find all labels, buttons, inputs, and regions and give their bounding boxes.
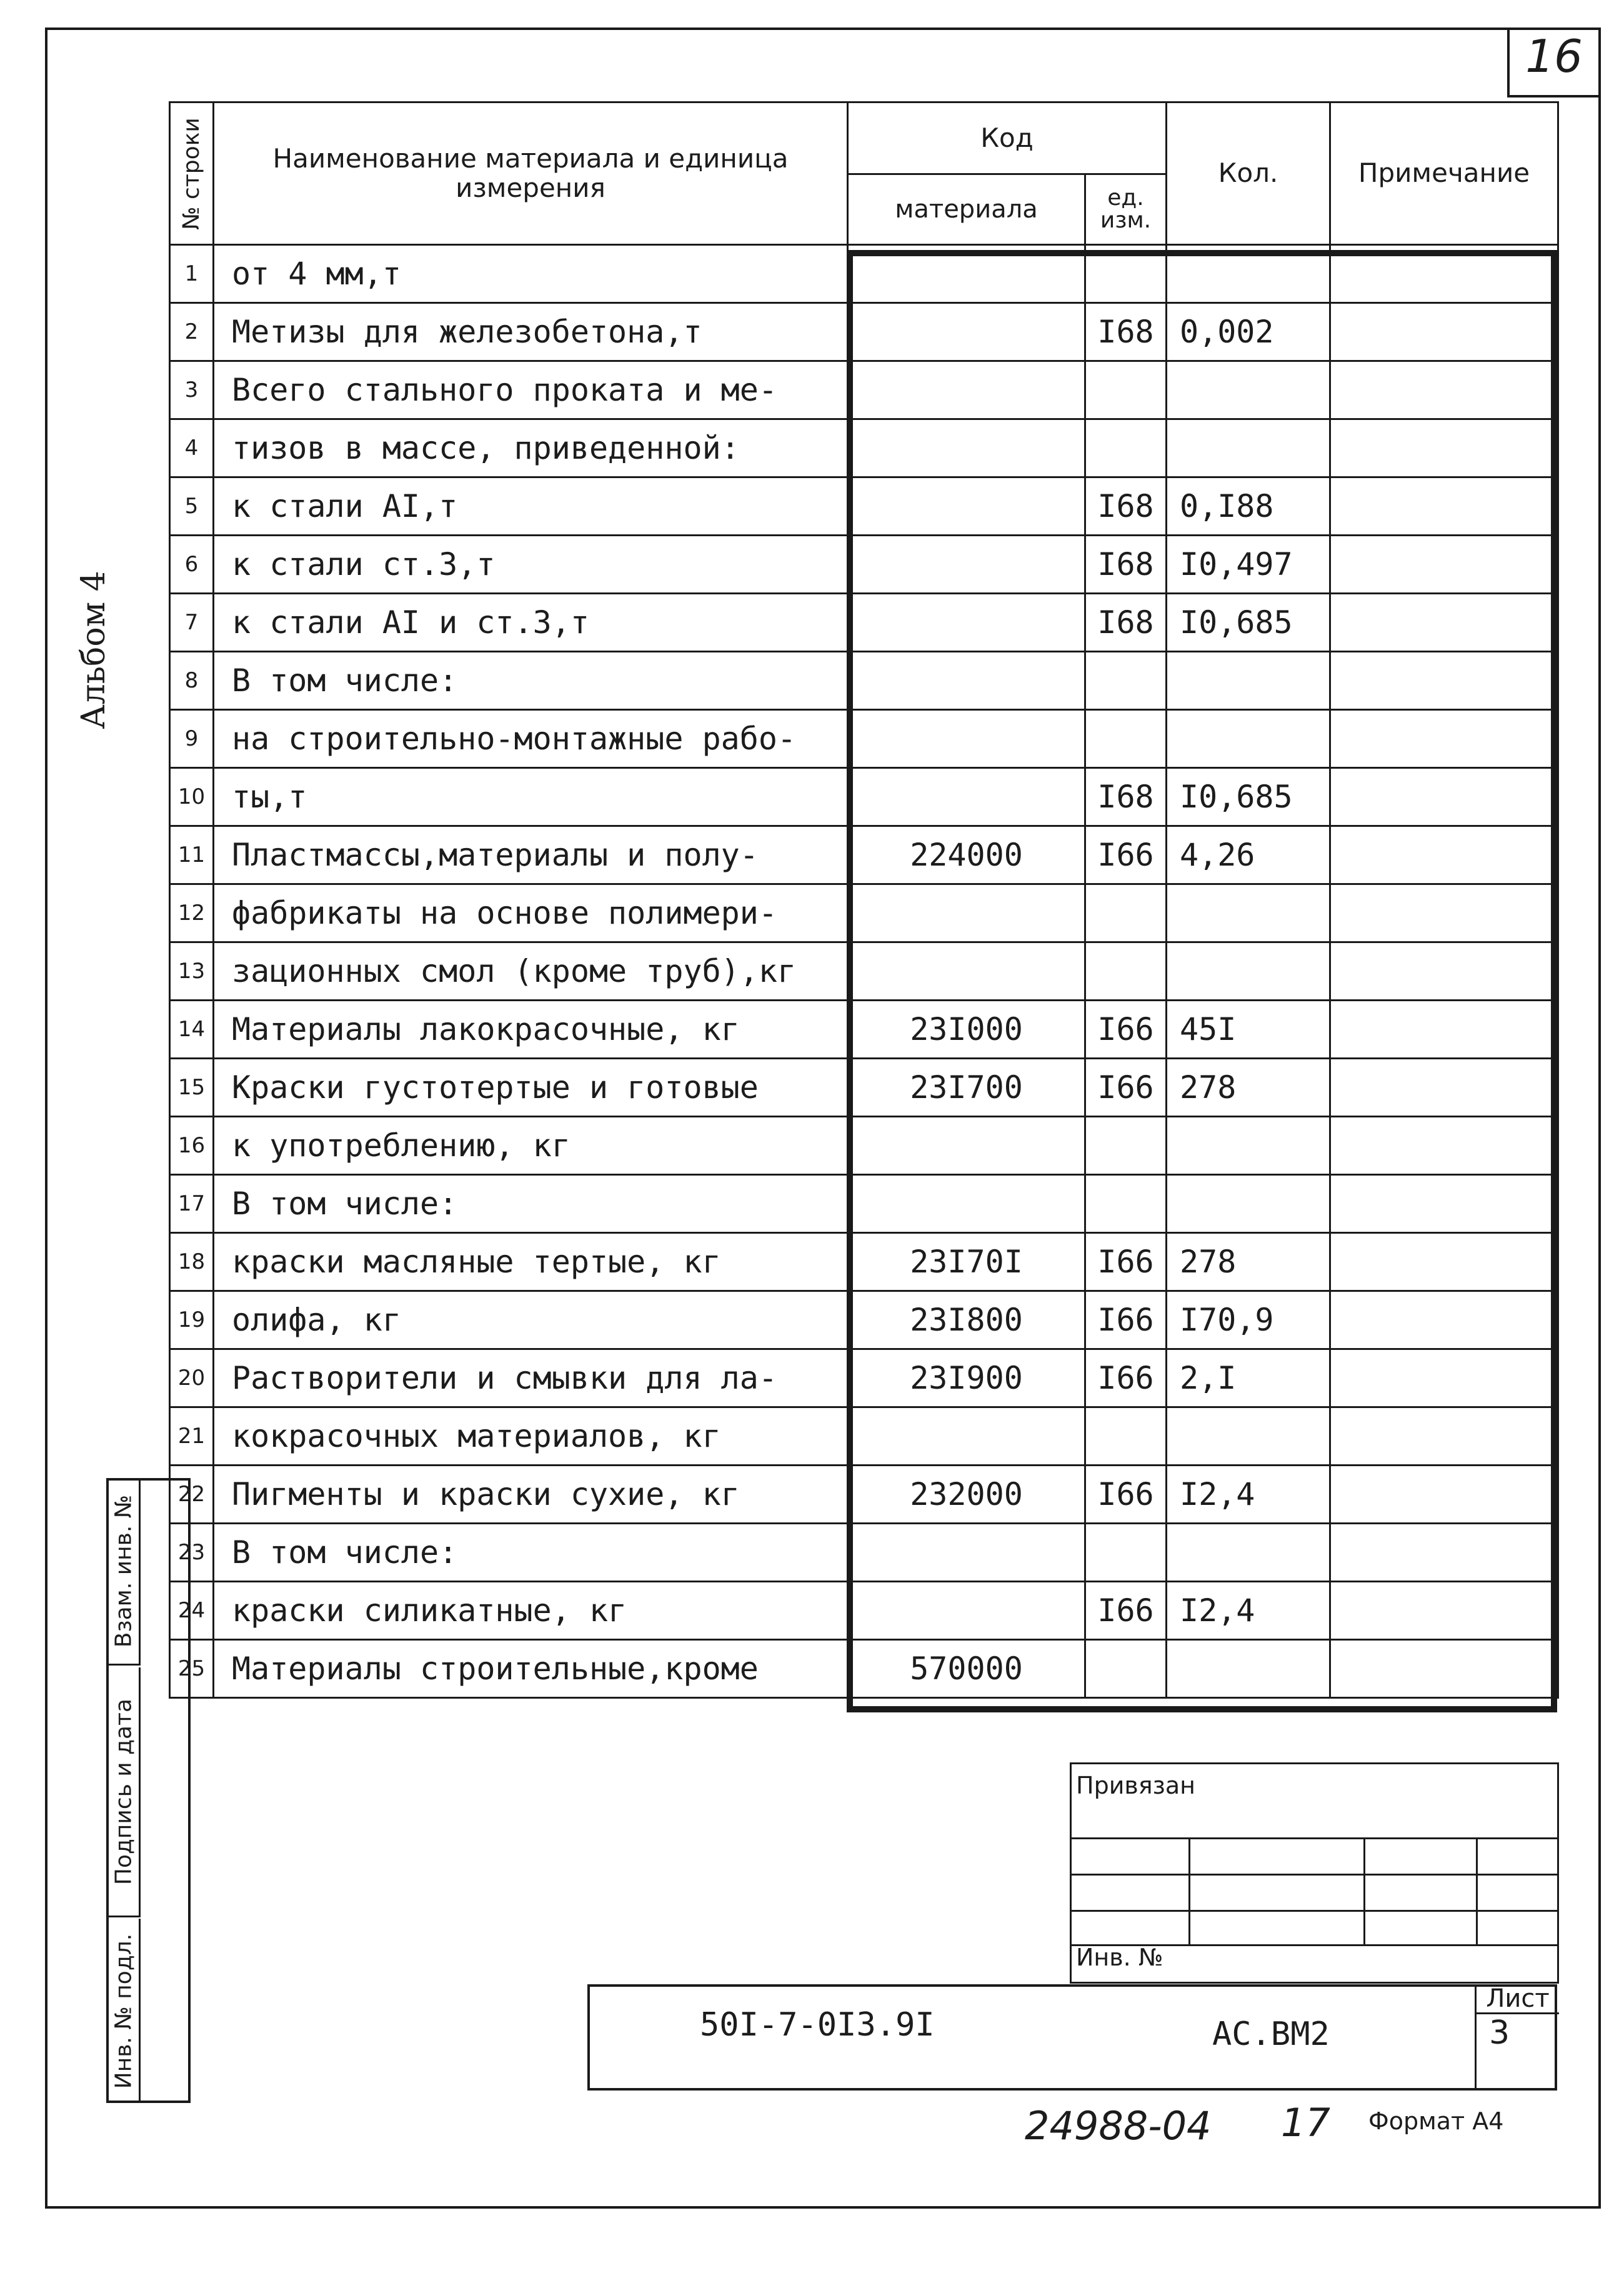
- material-code: 224000: [848, 826, 1085, 884]
- quantity: 45I: [1167, 1001, 1330, 1059]
- material-code: [848, 710, 1085, 768]
- quantity: I0,685: [1167, 768, 1330, 826]
- header-code-unit: ед. изм.: [1085, 174, 1167, 245]
- note: [1330, 419, 1558, 477]
- row-number: 1: [170, 245, 214, 303]
- quantity: [1167, 652, 1330, 710]
- row-number: 8: [170, 652, 214, 710]
- table-row: [170, 1640, 1558, 1698]
- note: [1330, 942, 1558, 1001]
- designation: 50I-7-0I3.9I: [700, 2006, 935, 2044]
- unit-code: [1085, 942, 1167, 1001]
- row-number: 5: [170, 477, 214, 536]
- material-name: к стали AI,т: [214, 477, 848, 536]
- note: [1330, 536, 1558, 594]
- note: [1330, 1291, 1558, 1349]
- side-stamp-vzam-label: Взам. инв. №: [111, 1494, 137, 1647]
- note: [1330, 710, 1558, 768]
- table-row: [170, 1582, 1558, 1640]
- note: [1330, 1059, 1558, 1117]
- format-label: Формат А4: [1368, 2107, 1504, 2135]
- material-name: фабрикаты на основе полимери-: [214, 884, 848, 942]
- unit-code: I66: [1085, 1466, 1167, 1524]
- material-name: к употреблению, кг: [214, 1117, 848, 1175]
- material-code: 570000: [848, 1640, 1085, 1698]
- material-name: зационных смол (кроме труб),кг: [214, 942, 848, 1001]
- table-row: [170, 1175, 1558, 1233]
- note: [1330, 245, 1558, 303]
- quantity: I0,685: [1167, 594, 1330, 652]
- table-row: [170, 245, 1558, 303]
- note: [1330, 477, 1558, 536]
- material-name: Всего стального проката и ме-: [214, 361, 848, 419]
- note: [1330, 361, 1558, 419]
- note: [1330, 652, 1558, 710]
- material-name: В том числе:: [214, 652, 848, 710]
- material-name: тизов в массе, приведенной:: [214, 419, 848, 477]
- row-number: 4: [170, 419, 214, 477]
- material-name: Пигменты и краски сухие, кг: [214, 1466, 848, 1524]
- material-name: Растворители и смывки для ла-: [214, 1349, 848, 1407]
- sheet-label: Лист: [1475, 1984, 1559, 2014]
- note: [1330, 1407, 1558, 1466]
- unit-code: I68: [1085, 477, 1167, 536]
- table-row: [170, 1233, 1558, 1291]
- unit-code: [1085, 652, 1167, 710]
- privyazan-label: Привязан: [1076, 1772, 1195, 1799]
- unit-code: [1085, 1175, 1167, 1233]
- note: [1330, 1001, 1558, 1059]
- sheet-value: 3: [1475, 2014, 1557, 2091]
- note: [1330, 1233, 1558, 1291]
- row-number: 14: [170, 1001, 214, 1059]
- row-number: 21: [170, 1407, 214, 1466]
- unit-code: [1085, 419, 1167, 477]
- side-stamp-inv-podl: [106, 1919, 191, 2103]
- row-number: 15: [170, 1059, 214, 1117]
- material-name: к стали ст.3,т: [214, 536, 848, 594]
- row-number: 25: [170, 1640, 214, 1698]
- table-row: [170, 1349, 1558, 1407]
- table-row: [170, 884, 1558, 942]
- note: [1330, 1117, 1558, 1175]
- quantity: [1167, 1117, 1330, 1175]
- header-note: Примечание: [1330, 102, 1558, 245]
- material-code: 23I700: [848, 1059, 1085, 1117]
- table-row: [170, 477, 1558, 536]
- material-name: на строительно-монтажные рабо-: [214, 710, 848, 768]
- row-number: 22: [170, 1466, 214, 1524]
- material-code: [848, 1175, 1085, 1233]
- material-code: 23I900: [848, 1349, 1085, 1407]
- note: [1330, 1349, 1558, 1407]
- material-code: [848, 419, 1085, 477]
- table-row: [170, 303, 1558, 361]
- note: [1330, 1582, 1558, 1640]
- row-number: 17: [170, 1175, 214, 1233]
- material-code: [848, 1117, 1085, 1175]
- sheet-number: 16: [1525, 30, 1583, 82]
- quantity: [1167, 419, 1330, 477]
- table-row: [170, 710, 1558, 768]
- material-name: В том числе:: [214, 1524, 848, 1582]
- material-code: [848, 245, 1085, 303]
- row-number: 19: [170, 1291, 214, 1349]
- quantity: [1167, 942, 1330, 1001]
- material-code: [848, 1524, 1085, 1582]
- material-name: от 4 мм,т: [214, 245, 848, 303]
- row-number: 2: [170, 303, 214, 361]
- quantity: I2,4: [1167, 1466, 1330, 1524]
- unit-code: [1085, 1407, 1167, 1466]
- unit-code: I66: [1085, 826, 1167, 884]
- quantity: [1167, 245, 1330, 303]
- material-name: к стали AI и ст.3,т: [214, 594, 848, 652]
- row-number: 20: [170, 1349, 214, 1407]
- note: [1330, 303, 1558, 361]
- row-number: 12: [170, 884, 214, 942]
- table-row: [170, 419, 1558, 477]
- table-row: [170, 768, 1558, 826]
- row-number: 11: [170, 826, 214, 884]
- unit-code: I66: [1085, 1582, 1167, 1640]
- note: [1330, 884, 1558, 942]
- row-number: 3: [170, 361, 214, 419]
- material-code: [848, 303, 1085, 361]
- quantity: 278: [1167, 1233, 1330, 1291]
- header-code: Код: [848, 102, 1167, 174]
- row-number: 18: [170, 1233, 214, 1291]
- header-code-material: материала: [848, 174, 1085, 245]
- quantity: [1167, 1640, 1330, 1698]
- header-qty: Кол.: [1167, 102, 1330, 245]
- material-code: [848, 594, 1085, 652]
- quantity: [1167, 884, 1330, 942]
- note: [1330, 1466, 1558, 1524]
- material-name: олифа, кг: [214, 1291, 848, 1349]
- row-number: 10: [170, 768, 214, 826]
- material-code: [848, 942, 1085, 1001]
- table-row: [170, 536, 1558, 594]
- table-row: [170, 361, 1558, 419]
- material-code: [848, 361, 1085, 419]
- row-number: 13: [170, 942, 214, 1001]
- material-code: 23I70I: [848, 1233, 1085, 1291]
- unit-code: I68: [1085, 303, 1167, 361]
- unit-code: [1085, 884, 1167, 942]
- quantity: 0,002: [1167, 303, 1330, 361]
- unit-code: I68: [1085, 768, 1167, 826]
- material-name: Краски густотертые и готовые: [214, 1059, 848, 1117]
- unit-code: I66: [1085, 1059, 1167, 1117]
- material-name: Материалы строительные,кроме: [214, 1640, 848, 1698]
- unit-code: I68: [1085, 594, 1167, 652]
- quantity: [1167, 1524, 1330, 1582]
- quantity: 0,I88: [1167, 477, 1330, 536]
- row-number: 9: [170, 710, 214, 768]
- drawing-code: АС.ВМ2: [1212, 2016, 1330, 2053]
- materials-table: [169, 101, 1557, 1719]
- unit-code: [1085, 361, 1167, 419]
- material-code: [848, 768, 1085, 826]
- unit-code: [1085, 1524, 1167, 1582]
- row-number: 16: [170, 1117, 214, 1175]
- quantity: [1167, 1407, 1330, 1466]
- album-label: Альбом 4: [75, 571, 112, 729]
- unit-code: [1085, 1640, 1167, 1698]
- unit-code: [1085, 245, 1167, 303]
- row-number: 24: [170, 1582, 214, 1640]
- row-number: 23: [170, 1524, 214, 1582]
- material-code: [848, 652, 1085, 710]
- table-row: [170, 826, 1558, 884]
- note: [1330, 1175, 1558, 1233]
- material-code: [848, 884, 1085, 942]
- note: [1330, 826, 1558, 884]
- inv-no-label: Инв. №: [1076, 1944, 1163, 1971]
- side-stamp-podpis-label: Подпись и дата: [111, 1698, 137, 1885]
- unit-code: [1085, 1117, 1167, 1175]
- row-number: 6: [170, 536, 214, 594]
- material-name: Пластмассы,материалы и полу-: [214, 826, 848, 884]
- quantity: I70,9: [1167, 1291, 1330, 1349]
- quantity: 4,26: [1167, 826, 1330, 884]
- material-name: В том числе:: [214, 1175, 848, 1233]
- table-row: [170, 1291, 1558, 1349]
- unit-code: I66: [1085, 1291, 1167, 1349]
- inventory-number: 24988-04: [1025, 2103, 1212, 2149]
- quantity: [1167, 361, 1330, 419]
- unit-code: I66: [1085, 1349, 1167, 1407]
- material-name: краски силикатные, кг: [214, 1582, 848, 1640]
- material-name: ты,т: [214, 768, 848, 826]
- unit-code: I66: [1085, 1001, 1167, 1059]
- table-row: [170, 1117, 1558, 1175]
- material-code: [848, 536, 1085, 594]
- table-row: [170, 1407, 1558, 1466]
- material-code: 232000: [848, 1466, 1085, 1524]
- table-row: [170, 1524, 1558, 1582]
- material-name: Материалы лакокрасочные, кг: [214, 1001, 848, 1059]
- note: [1330, 1640, 1558, 1698]
- unit-code: I66: [1085, 1233, 1167, 1291]
- material-name: Метизы для железобетона,т: [214, 303, 848, 361]
- material-code: 23I000: [848, 1001, 1085, 1059]
- header-name: Наименование материала и единица измерения: [214, 102, 848, 245]
- material-code: [848, 1407, 1085, 1466]
- table-row: [170, 594, 1558, 652]
- quantity: I2,4: [1167, 1582, 1330, 1640]
- material-code: [848, 477, 1085, 536]
- unit-code: [1085, 710, 1167, 768]
- note: [1330, 594, 1558, 652]
- quantity: 278: [1167, 1059, 1330, 1117]
- material-name: краски масляные тертые, кг: [214, 1233, 848, 1291]
- header-row-no: № строки: [170, 102, 214, 245]
- unit-code: I68: [1085, 536, 1167, 594]
- quantity: [1167, 1175, 1330, 1233]
- quantity: I0,497: [1167, 536, 1330, 594]
- note: [1330, 768, 1558, 826]
- quantity: 2,I: [1167, 1349, 1330, 1407]
- note: [1330, 1524, 1558, 1582]
- table-row: [170, 1001, 1558, 1059]
- side-stamp-inv-podl-label: Инв. № подл.: [111, 1933, 137, 2089]
- material-code: [848, 1582, 1085, 1640]
- row-number: 7: [170, 594, 214, 652]
- table-row: [170, 1059, 1558, 1117]
- table-row: [170, 942, 1558, 1001]
- material-code: 23I800: [848, 1291, 1085, 1349]
- table-row: [170, 652, 1558, 710]
- material-name: кокрасочных материалов, кг: [214, 1407, 848, 1466]
- copy-number: 17: [1281, 2100, 1330, 2146]
- table-row: [170, 1466, 1558, 1524]
- quantity: [1167, 710, 1330, 768]
